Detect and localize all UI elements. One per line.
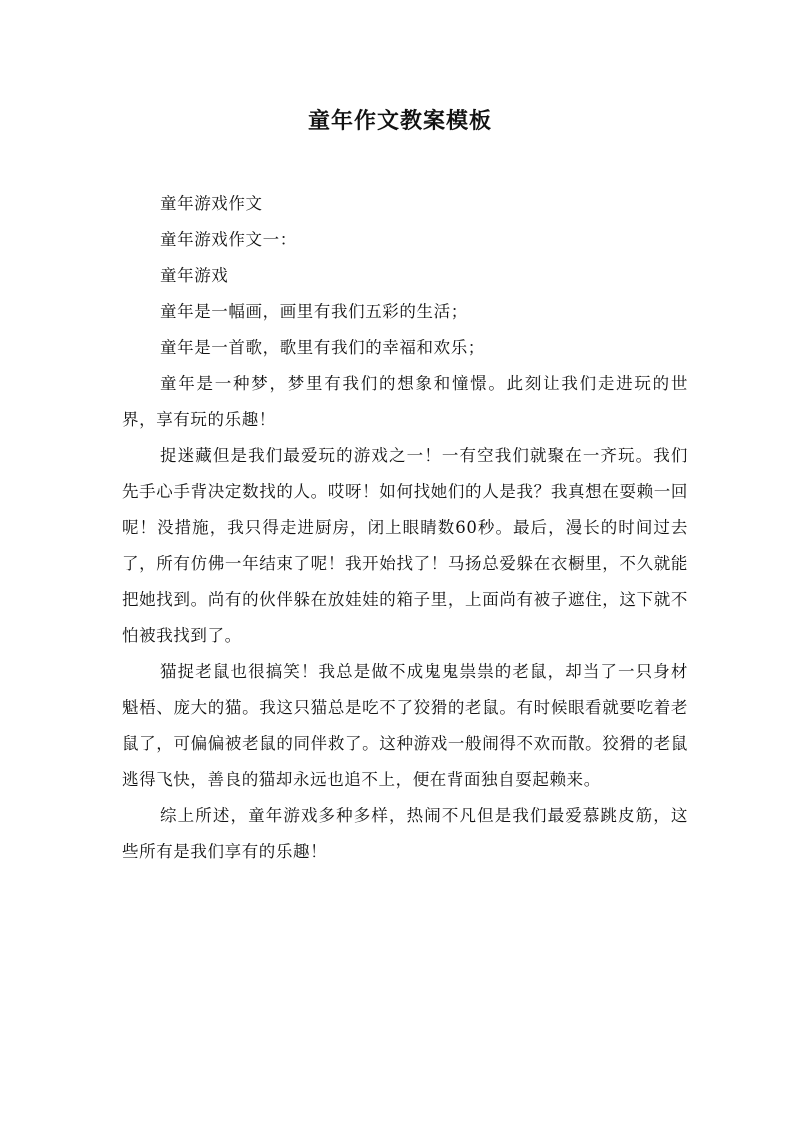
paragraph: 童年是一幅画，画里有我们五彩的生活； bbox=[160, 302, 468, 321]
paragraph-essay-title: 童年游戏 bbox=[160, 266, 229, 285]
paragraph-heading: 童年游戏作文 bbox=[160, 194, 263, 213]
document-title: 童年作文教案模板 bbox=[307, 108, 492, 134]
paragraph: 捉迷藏但是我们最爱玩的游戏之一！一有空我们就聚在一齐玩。我们先手心手背决定数找的人。哎呀！如何找她们的人是我？我真想在耍赖一回呢！没措施，我只得走进厨房，闭上眼睛数60秒。最后，漫长的时间过去了，所有仿佛一年结束了呢！我开始找了！马扬总爱躲在衣橱里，不久就能把她找到。尚有的伙伴躲在放娃娃的箱子里，上面尚有被子遮住，这下就不怕被我找到了。 bbox=[122, 446, 688, 645]
paragraph: 综上所述，童年游戏多种多样，热闹不凡但是我们最爱慕跳皮筋，这些所有是我们享有的乐趣！ bbox=[122, 806, 688, 861]
paragraph: 猫捉老鼠也很搞笑！我总是做不成鬼鬼祟祟的老鼠，却当了一只身材魁梧、庞大的猫。我这只猫总是吃不了狡猾的老鼠。有时候眼看就要吃着老鼠了，可偏偏被老鼠的同伴救了。这种游戏一般闹得不欢而散。狡猾的老鼠逃得飞快，善良的猫却永远也追不上，便在背面独自耍起赖来。 bbox=[122, 662, 688, 789]
paragraph-subheading: 童年游戏作文一： bbox=[160, 230, 297, 249]
paragraph: 童年是一首歌，歌里有我们的幸福和欢乐； bbox=[160, 338, 485, 357]
document-body bbox=[122, 186, 688, 870]
paragraph: 童年是一种梦，梦里有我们的想象和憧憬。此刻让我们走进玩的世界，享有玩的乐趣！ bbox=[122, 374, 688, 429]
